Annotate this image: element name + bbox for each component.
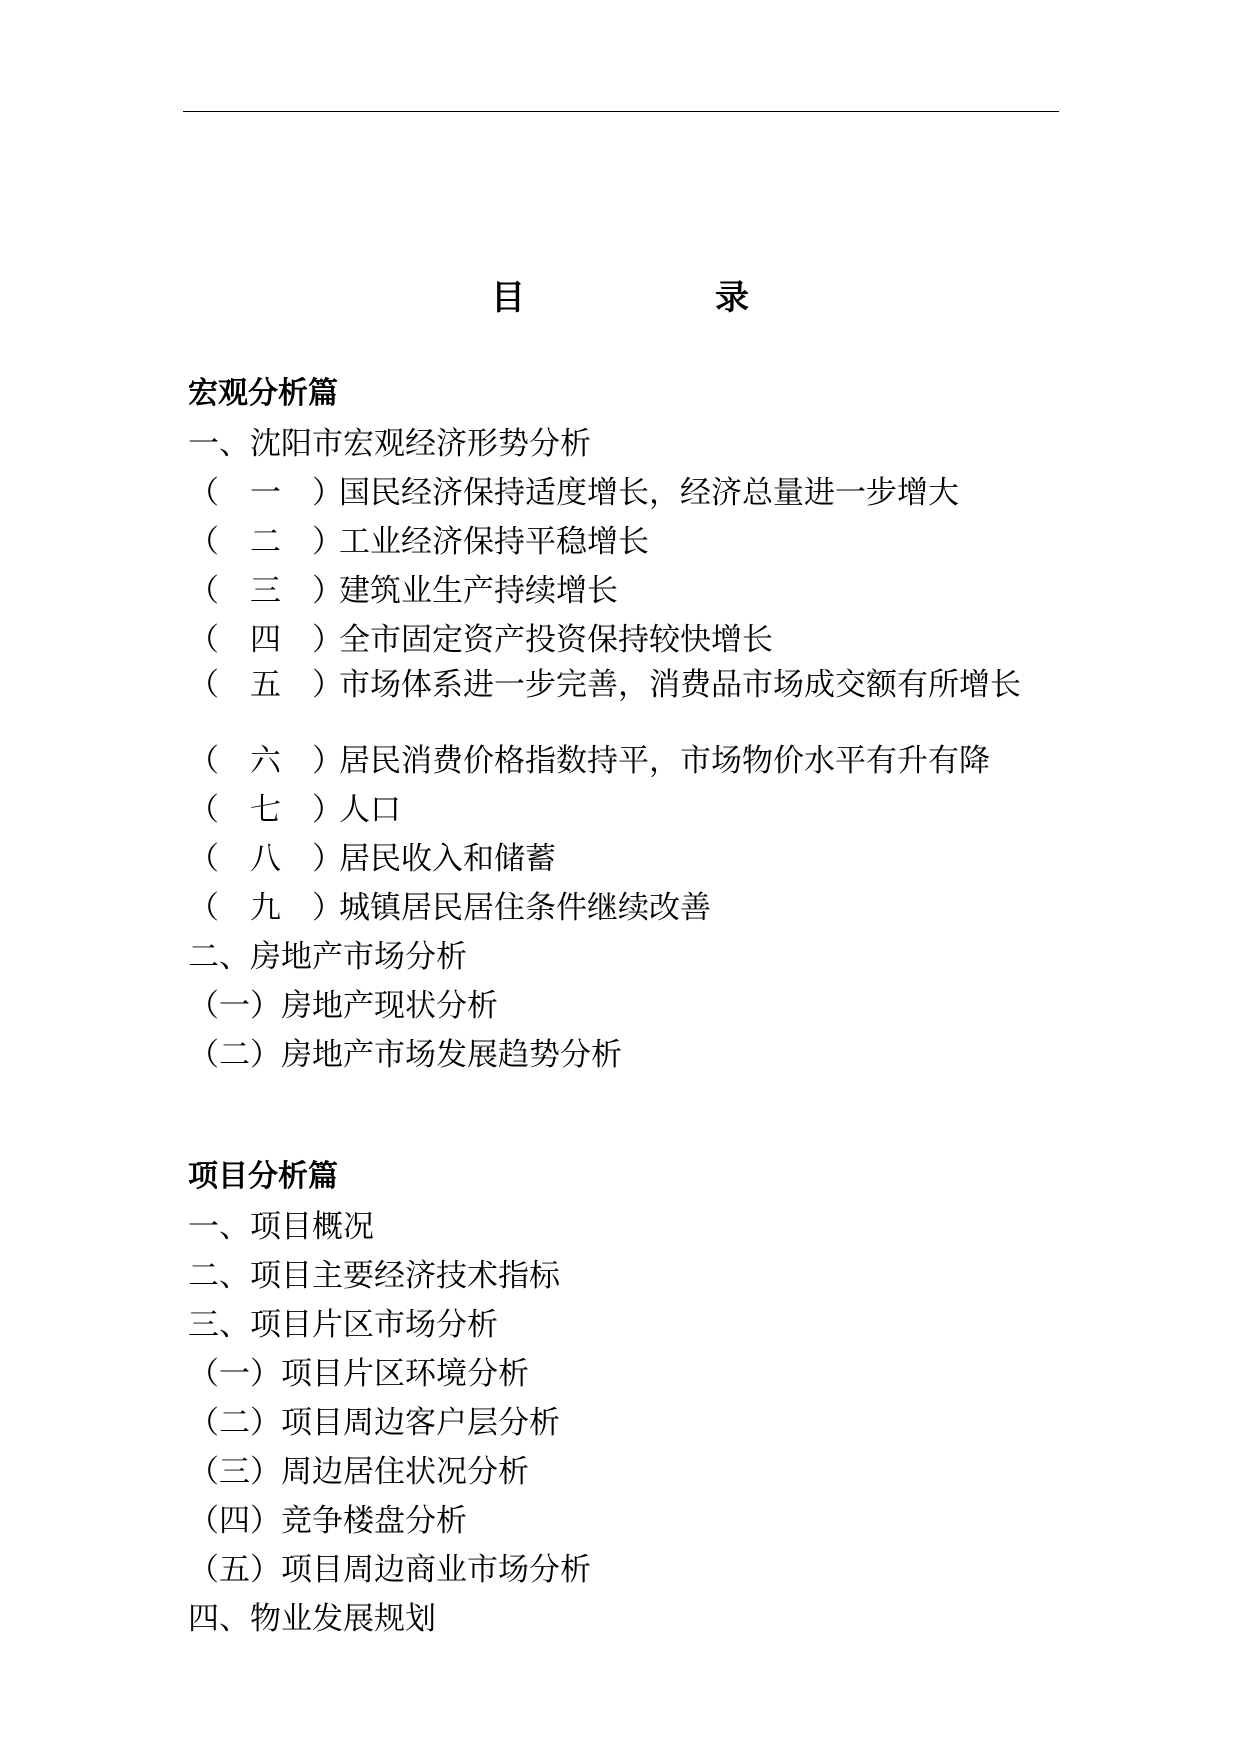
toc-item-text: （四）竞争楼盘分析 — [188, 1503, 467, 1539]
toc-item[interactable] — [188, 1550, 1068, 1599]
toc-item[interactable] — [188, 888, 1068, 937]
toc-title: 目 录 — [491, 278, 827, 318]
toc-item-text: 建筑业生产持续增长 — [339, 573, 618, 609]
toc-item[interactable] — [188, 741, 1068, 790]
toc-item[interactable] — [188, 522, 1068, 571]
toc-item[interactable] — [188, 937, 1068, 986]
toc-item-text: （二）项目周边客户层分析 — [188, 1405, 560, 1441]
toc-item-number: （ 三 ） — [188, 573, 343, 609]
toc-item[interactable] — [188, 1256, 1068, 1305]
toc-item-number: （ 一 ） — [188, 475, 343, 511]
toc-item-text: 人口 — [339, 792, 401, 828]
toc-item-text: 居民消费价格指数持平，市场物价水平有升有降 — [339, 743, 990, 779]
toc-item[interactable] — [188, 1305, 1068, 1354]
header-rule — [183, 111, 1059, 112]
toc-item[interactable] — [188, 1403, 1068, 1452]
toc-item-text: 市场体系进一步完善，消费品市场成交额有所增长 — [339, 667, 1021, 703]
toc-item-text: 一、项目概况 — [188, 1209, 374, 1245]
toc-item[interactable] — [188, 1501, 1068, 1550]
toc-item-text: 二、项目主要经济技术指标 — [188, 1258, 560, 1294]
toc-item[interactable] — [188, 1452, 1068, 1501]
toc-item-text: 国民经济保持适度增长，经济总量进一步增大 — [339, 475, 959, 511]
toc-section-macro — [188, 372, 1068, 1084]
toc-section-project — [188, 1155, 1068, 1648]
toc-item-text: 居民收入和储蓄 — [339, 841, 556, 877]
toc-item[interactable] — [188, 1035, 1068, 1084]
toc-item-number: （ 五 ） — [188, 667, 343, 703]
section-heading: 宏观分析篇 — [188, 376, 338, 411]
toc-item[interactable] — [188, 1207, 1068, 1256]
toc-item[interactable] — [188, 1354, 1068, 1403]
toc-item-text: （一）房地产现状分析 — [188, 988, 498, 1024]
toc-item-text: 二、房地产市场分析 — [188, 939, 467, 975]
toc-item-text: 城镇居民居住条件继续改善 — [339, 890, 711, 926]
toc-item[interactable] — [188, 669, 1068, 741]
toc-item-text: （二）房地产市场发展趋势分析 — [188, 1037, 622, 1073]
toc-item[interactable] — [188, 1599, 1068, 1648]
toc-item[interactable] — [188, 473, 1068, 522]
toc-item-number: （ 四 ） — [188, 622, 343, 658]
toc-item[interactable] — [188, 620, 1068, 669]
toc-item[interactable] — [188, 986, 1068, 1035]
toc-item-number: （ 九 ） — [188, 890, 343, 926]
toc-item-number: （ 二 ） — [188, 524, 343, 560]
toc-item-text: 工业经济保持平稳增长 — [339, 524, 649, 560]
toc-item[interactable] — [188, 571, 1068, 620]
toc-item-text: 三、项目片区市场分析 — [188, 1307, 498, 1343]
section-heading: 项目分析篇 — [188, 1159, 338, 1194]
toc-item-text: （一）项目片区环境分析 — [188, 1356, 529, 1392]
toc-item-number: （ 八 ） — [188, 841, 343, 877]
toc-item-text: （三）周边居住状况分析 — [188, 1454, 529, 1490]
toc-item-number: （ 六 ） — [188, 743, 343, 779]
toc-item-text: 全市固定资产投资保持较快增长 — [339, 622, 773, 658]
toc-item-text: （五）项目周边商业市场分析 — [188, 1552, 591, 1588]
toc-item[interactable] — [188, 424, 1068, 473]
toc-item-number: （ 七 ） — [188, 792, 343, 828]
toc-item[interactable] — [188, 839, 1068, 888]
toc-item-text: 四、物业发展规划 — [188, 1601, 436, 1637]
toc-item-text: 一、沈阳市宏观经济形势分析 — [188, 426, 591, 462]
toc-item[interactable] — [188, 790, 1068, 839]
